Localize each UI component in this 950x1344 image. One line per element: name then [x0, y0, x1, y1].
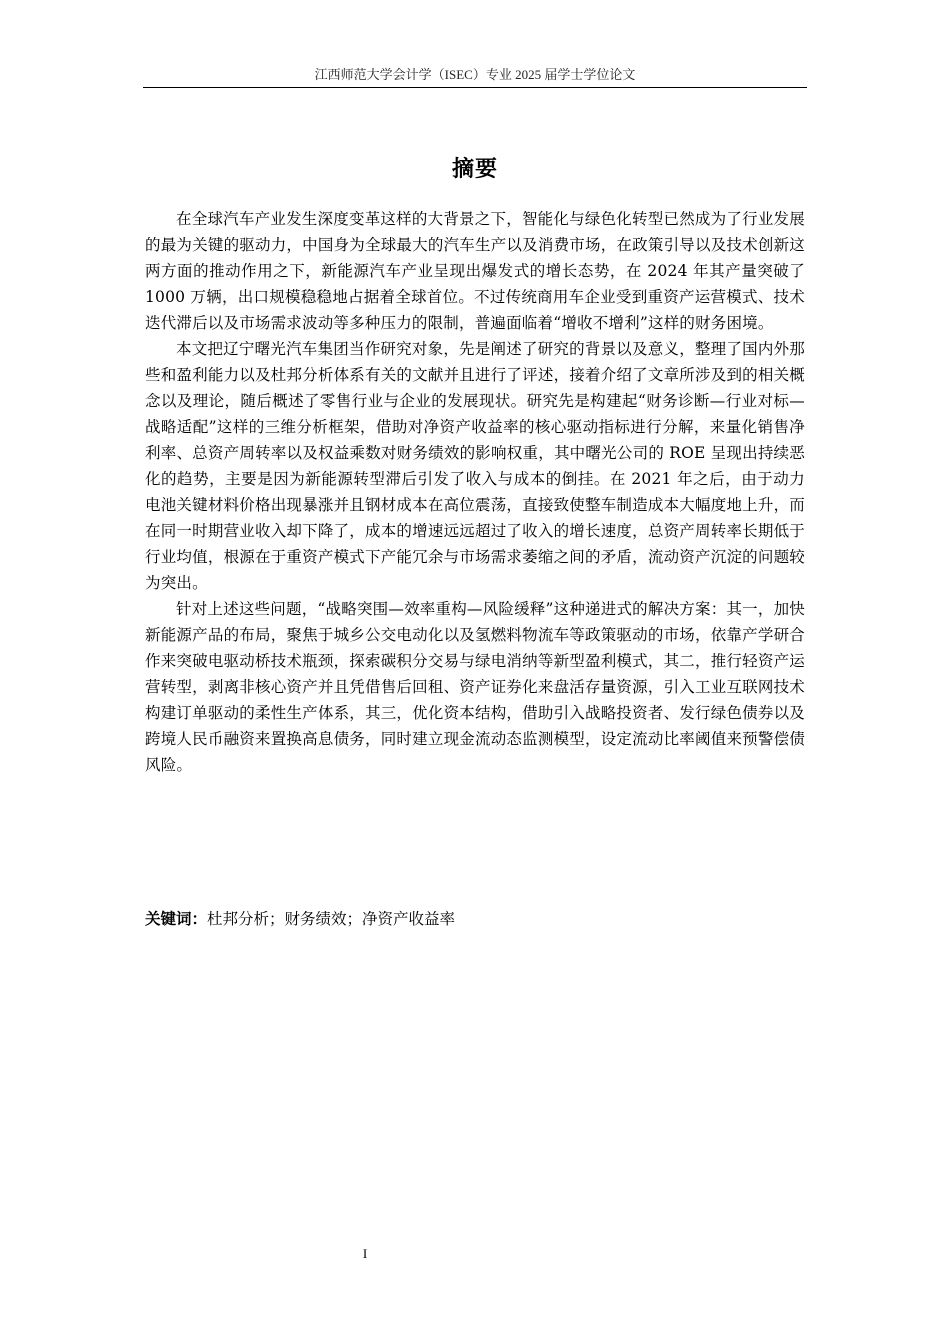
abstract-paragraph-3: 针对上述这些问题，“战略突围—效率重构—风险缓释”这种递进式的解决方案：其一，加快新能源产品的布局，聚焦于城乡公交电动化以及氢燃料物流车等政策驱动的市场，依靠产学研合作来突破电驱动桥技术瓶颈，探索碳积分交易与绿电消纳等新型盈利模式，其二，推行轻资产运营转型，剥离非核心资产并且凭借售后回租、资产证券化来盘活存量资源，引入工业互联网技术构建订单驱动的柔性生产体系，其三，优化资本结构，借助引入战略投资者、发行绿色债券以及跨境人民币融资来置换高息债务，同时建立现金流动态监测模型，设定流动比率阈值来预警偿债风险。: [145, 600, 805, 774]
abstract-body: [145, 206, 805, 778]
header-rule: [143, 87, 807, 88]
abstract-title: 摘要: [451, 157, 498, 182]
abstract-paragraph-2: 本文把辽宁曙光汽车集团当作研究对象，先是阐述了研究的背景以及意义，整理了国内外那些和盈利能力以及杜邦分析体系有关的文献并且进行了评述，接着介绍了文章所涉及到的相关概念以及理论，随后概述了零售行业与企业的发展现状。研究先是构建起“财务诊断—行业对标—战略适配”这样的三维分析框架，借助对净资产收益率的核心驱动指标进行分解，来量化销售净利率、总资产周转率以及权益乘数对财务绩效的影响权重，其中曙光公司的 ROE 呈现出持续恶化的趋势，主要是因为新能源转型滞后引发了收入与成本的倒挂。在 2021 年之后，由于动力电池关键材料价格出现暴涨并且钢材成本在高位震荡，直接致使整车制造成本大幅度地上升，而在同一时期营业收入却下降了，成本的增速远远超过了收入的增长速度，总资产周转率长期低于行业均值，根源在于重资产模式下产能冗余与市场需求萎缩之间的矛盾，流动资产沉淀的问题较为突出。: [145, 340, 805, 592]
abstract-paragraph-1: 在全球汽车产业发生深度变革这样的大背景之下，智能化与绿色化转型已然成为了行业发展的最为关键的驱动力，中国身为全球最大的汽车生产以及消费市场，在政策引导以及技术创新这两方面的推动作用之下，新能源汽车产业呈现出爆发式的增长态势，在 2024 年其产量突破了 1000 万辆，出口规模稳稳地占据着全球首位。不过传统商用车企业受到重资产运营模式、技术迭代滞后以及市场需求波动等多种压力的限制，普遍面临着“增收不增利”这样的财务困境。: [145, 210, 805, 332]
page-number: I: [362, 1246, 368, 1261]
keywords-label: 关键词：: [145, 910, 208, 928]
keywords-value: 杜邦分析；财务绩效；净资产收益率: [207, 910, 456, 928]
keywords-line: [145, 906, 805, 932]
running-header: 江西师范大学会计学（ISEC）专业 2025 届学士学位论文: [314, 67, 636, 82]
